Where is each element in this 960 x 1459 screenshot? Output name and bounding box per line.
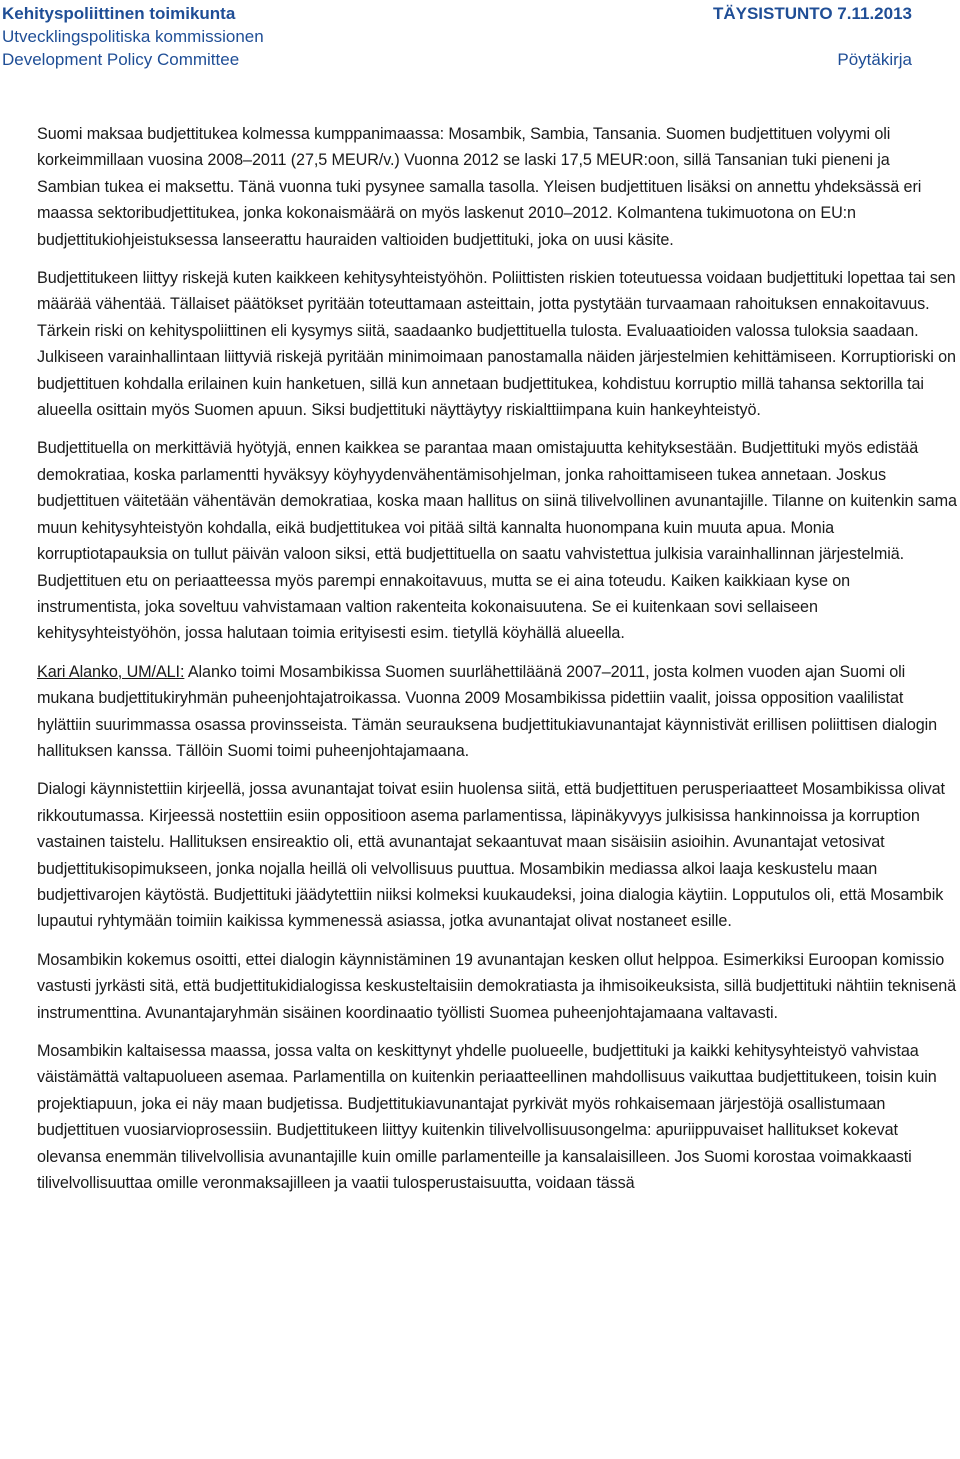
org-name-sv: Utvecklingspolitiska kommissionen [2, 27, 264, 46]
paragraph-benefits: Budjettituella on merkittäviä hyötyjä, ennen kaikkea se parantaa maan omistajuutta kehityksestään. Budjettituki myös edistää demokratiaa, koska parlamentti hyväksyy köyhyydenvähentämisohjelman, jonka rahoittamiseen tukea annetaan. Joskus budjettituen väitetään vähentävän demokratiaa, koska maan hallitus on siinä tilivelvollinen avunantajille. Tilanne on kuitenkin sama muun kehitysyhteistyön kohdalla, eikä budjettitukea voi pitää siltä kannalta huonompana kuin muuta apua. Monia korruptiotapauksia on tullut päivän valoon siksi, että budjettituella on saatu vahvistettua julkisia varainhallinnan järjestelmiä. Budjettituen etu on periaatteessa myös parempi ennakoitavuus, mutta se ei aina toteudu. Kaiken kaikkiaan kyse on instrumentista, joka soveltuu vahvistamaan valtion rakenteita kokonaisuutena. Se ei kuitenkaan sovi sellaiseen kehitysyhteistyöhön, jossa halutaan toimia erityisesti esim. tietyllä köyhällä alueella. [37, 439, 957, 643]
meeting-title: TÄYSISTUNTO 7.11.2013 [712, 4, 912, 23]
paragraph-accountability: Mosambikin kaltaisessa maassa, jossa valta on keskittynyt yhdelle puolueelle, budjettituki ja kaikki kehitysyhteistyö vahvistaa väistämättä valtapuolueen asemaa. Parlamentilla on kuitenkin periaatteellinen mahdollisuus vaikuttaa budjettitukeen, toisin kuin projektiapuun, joka ei näy maan budjetissa. Budjettitukiavunantajat pyrkivät myös rohkaisemaan järjestöjä osallistumaan budjettituen vuosiarvioprosessiin. Budjettitukeen liittyy kuitenkin tilivelvollisuusongelma: apuriippuvaiset hallitukset kokevat olevansa enemmän tilivelvollisia avunantajille kuin omille parlamenteille ja kansalaisilleen. Jos Suomi korostaa voimakkaasti tilivelvollisuuttaa omille veronmaksajilleen ja vaatii tulosperustaisuutta, voidaan tässä [37, 1042, 937, 1193]
paragraph-mozambique-experience: Mosambikin kokemus osoitti, ettei dialogin käynnistäminen 19 avunantajan kesken ollut helppoa. Esimerkiksi Euroopan komissio vastusti jyrkästi sitä, että budjettitukidialogissa keskusteltaisiin demokratiasta ja ihmisoikeuksista, sillä budjettituki nähtiin teknisenä instrumenttina. Avunantajaryhmän sisäinen koordinaatio työllisti Suomea puheenjohtajamaana valtavasti. [37, 950, 957, 1022]
org-name-fi: Kehityspoliittinen toimikunta [2, 4, 236, 23]
speaker-name: Kari Alanko, UM/ALI: [37, 662, 185, 681]
paragraph-alanko-statement [37, 659, 957, 765]
paragraph-risks: Budjettitukeen liittyy riskejä kuten kaikkeen kehitysyhteistyöhön. Poliittisten riskien toteutuessa voidaan budjettituki lopettaa tai sen määrää vähentää. Tällaiset päätökset pyritään toteuttamaan asteittain, jotta pystytään turvaamaan rahoituksen ennakoitavuus. Tärkein riski on kehityspoliittinen eli kysymys siitä, saadaanko budjettituella tulosta. Evaluaatioiden valossa tuloksia saadaan. Julkiseen varainhallintaan liittyviä riskejä pyritään minimoimaan panostamalla näiden järjestelmien kehittämiseen. Korruptioriski on budjettituen kohdalla erilainen kuin hanketuen, sillä kun annetaan budjettitukea, kohdistuu korruptio millä tahansa sektorilla tai alueella osittain myös Suomen apuun. Siksi budjettituki näyttäytyy riskialttiimpana kuin hankeyhteistyö. [37, 269, 956, 420]
paragraph-dialogue-letter: Dialogi käynnistettiin kirjeellä, jossa avunantajat toivat esiin huolensa siitä, että budjettituen perusperiaatteet Mosambikissa olivat rikkoutumassa. Kirjeessä nostettiin esiin oppositioon asema parlamentissa, läpinäkyvyys julkisissa hankinnoissa ja korruption vastainen taistelu. Hallituksen ensireaktio oli, että avunantajat sekaantuvat maan sisäisiin asioihin. Avunantajat vetosivat budjettitukisopimukseen, jonka nojalla heillä oli velvollisuus puuttua. Mosambikin mediassa alkoi laaja keskustelu maan budjettivarojen käytöstä. Budjettituki jäädytettiin niiksi kolmeksi kuukaudeksi, joina dialogia käytiin. Lopputulos oli, että Mosambik lupautui ryhtymään toimiin kaikissa kymmenessä asiassa, jotka avunantajat olivat nostaneet esille. [37, 780, 945, 931]
page-header [0, 0, 960, 80]
speaker-text: Alanko toimi Mosambikissa Suomen suurlähettiläänä 2007–2011, josta kolmen vuoden ajan Suomi oli mukana budjettitukiryhmän puheenjohtajatroikassa. Vuonna 2009 Mosambikissa pidettiin vaalit, joissa opposition vaalilistat hylättiin suurimmassa osassa provinsseista. Tämän seurauksena budjettitukiavunantajat käynnistivät erillisen poliittisen dialogin hallituksen kanssa. Tällöin Suomi toimi puheenjohtajamaana. [37, 662, 938, 760]
paragraph-budget-support-countries: Suomi maksaa budjettitukea kolmessa kumppanimaassa: Mosambik, Sambia, Tansania. Suomen budjettituen volyymi oli korkeimmillaan vuosina 2008–2011 (27,5 MEUR/v.) Vuonna 2012 se laski 17,5 MEUR:oon, sillä Tansanian tuki pieneni ja Sambian tukea ei maksettu. Tänä vuonna tuki pysynee samalla tasolla. Yleisen budjettituen lisäksi on annettu yhdeksässä eri maassa sektoribudjettitukea, jonka kokonaismäärä on myös laskenut 2010–2012. Kolmantena tukimuotona on EU:n budjettitukiohjeistuksessa lanseerattu hauraiden valtioiden budjettituki, joka on uusi käsite. [37, 125, 922, 249]
minutes-body [37, 121, 957, 1208]
document-type: Pöytäkirja [837, 50, 912, 69]
org-name-en: Development Policy Committee [2, 50, 240, 69]
